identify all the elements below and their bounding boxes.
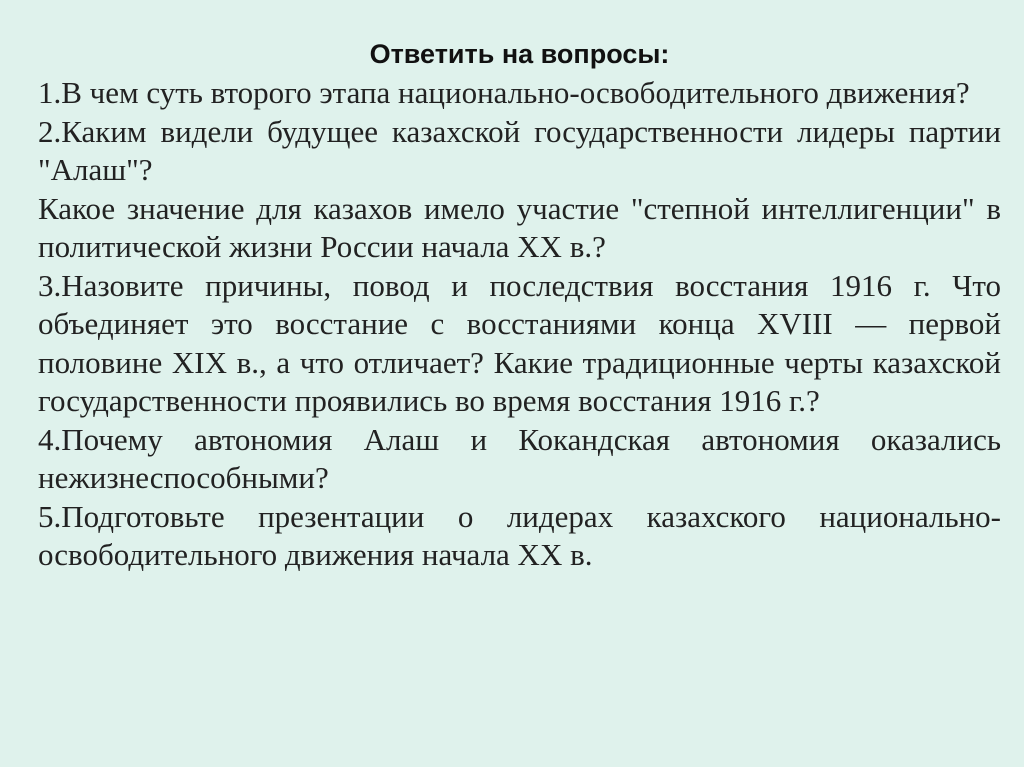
question-2: 2.Каким видели будущее казахской государственности лидеры партии "Алаш"? [38, 113, 1001, 187]
question-1: 1.В чем суть второго этапа национально-освободительного движения? [38, 75, 970, 110]
question-2-followup: Какое значение для казахов имело участие "степной интеллигенции" в политической жизни России начала XX в.? [38, 190, 1001, 264]
question-4: 4.Почему автономия Алаш и Кокандская автономия оказались нежизнеспособными? [38, 421, 1001, 495]
slide-content [38, 38, 1001, 575]
slide-title: Ответить на вопросы: [369, 39, 670, 69]
question-5: 5.Подготовьте презентации о лидерах казахского национально-освободительного движения начала XX в. [38, 498, 1001, 572]
question-3: 3.Назовите причины, повод и последствия восстания 1916 г. Что объединяет это восстание с восстаниями конца XVIII — первой половине XIX в., а что отличает? Какие традиционные черты казахской государственности проявились во время восстания 1916 г.? [38, 267, 1001, 418]
